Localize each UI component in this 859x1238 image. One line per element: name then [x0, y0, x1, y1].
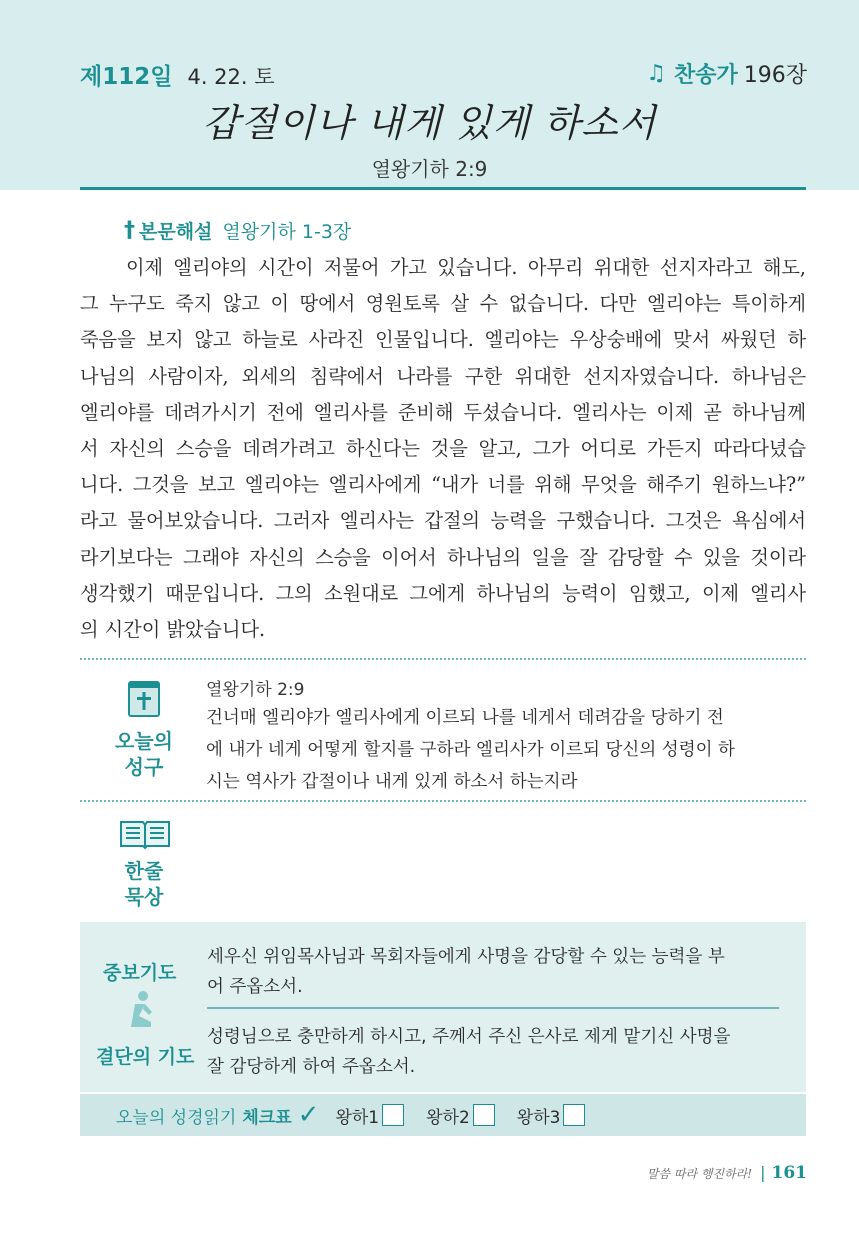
checkmark-icon: ✓: [297, 1100, 320, 1130]
reading-checklist: [80, 1094, 806, 1136]
page-number: 161: [771, 1163, 807, 1183]
verse-ref: 열왕기하 2:9: [206, 680, 305, 700]
music-note-icon: ♫: [646, 61, 666, 86]
commentary-line: 니다. 그것을 보고 엘리야는 엘리사에게 “내가 너를 위해 무엇을 해주기 원하느냐?”: [80, 473, 806, 497]
commentary-heading: [124, 217, 351, 244]
section-divider: [80, 800, 806, 802]
commentary-line: 라고 물어보았습니다. 그러자 엘리사는 갑절의 능력을 구했습니다. 그것은 욕심에서: [80, 509, 806, 533]
checklist-item: 왕하1: [335, 1103, 404, 1128]
verse-text: [206, 702, 786, 798]
header-divider: [80, 187, 806, 190]
commentary-line: 죽음을 보지 않고 하늘로 사라진 인물입니다. 엘리야는 우상숭배에 맞서 싸웠던 하: [80, 328, 806, 352]
commentary-line: 엘리야를 데려가시기 전에 엘리사를 준비해 두셨습니다. 엘리사는 이제 곧 하나님께: [80, 400, 806, 424]
day-number: 제112일: [80, 64, 173, 90]
section-divider: [80, 658, 806, 660]
title-scripture-ref: 열왕기하 2:9: [371, 157, 488, 181]
day-info: [80, 58, 275, 91]
footer-motto: 말씀 따라 행진하라!: [646, 1167, 753, 1181]
day-date: 4. 22. 토: [187, 65, 275, 89]
commentary-line: 이제 엘리야의 시간이 저물어 가고 있습니다. 아무리 위대한 선지자라고 해도,: [126, 256, 806, 279]
resolution-text: 성령님으로 충만하게 하시고, 주께서 주신 은사로 제게 맡기신 사명을 잘 감당하게 하여 주옵소서.: [207, 1027, 731, 1077]
verse-label: 오늘의 성구: [115, 729, 173, 779]
commentary-body: [80, 250, 806, 648]
commentary-line: 나님의 사람이자, 외세의 침략에서 나라를 구한 위대한 선지자였습니다. 하나님은: [80, 364, 806, 388]
commentary-line: 생각했기 때문입니다. 그의 소원대로 그에게 하나님의 능력이 임했고, 이제 엘리사: [80, 581, 806, 605]
meditation-label: 한줄 묵상: [124, 859, 164, 909]
commentary-label: 본문해설: [139, 221, 213, 243]
checkbox[interactable]: [563, 1104, 585, 1126]
intercession-label: 중보기도: [103, 962, 177, 984]
intercession-text: 세우신 위임목사님과 목회자들에게 사명을 감당할 수 있는 능력을 부 어 주옵소서.: [207, 947, 725, 997]
commentary-line: 라기보다는 그래야 자신의 스승을 이어서 하나님의 일을 잘 감당할 수 있을 것이라: [80, 545, 806, 569]
hymn-info: [646, 58, 807, 89]
commentary-line: 그 누구도 죽지 않고 이 땅에서 영원토록 살 수 없습니다. 다만 엘리야는 특이하게: [80, 292, 806, 316]
resolution-label: 결단의 기도: [96, 1046, 195, 1068]
checklist-item: 왕하2: [426, 1103, 495, 1128]
bible-icon: [127, 680, 161, 720]
footer-separator: |: [760, 1163, 766, 1182]
verse-line: 시는 역사가 갑절이나 내게 있게 하소서 하는지라: [206, 772, 578, 792]
page-title: 갑절이나 내게 있게 하소서: [202, 101, 657, 145]
checkbox[interactable]: [473, 1104, 495, 1126]
checklist-strong: 체크표: [242, 1107, 292, 1128]
cross-icon: †: [124, 218, 135, 243]
verse-line: 에 내가 네게 어떻게 할지를 구하라 엘리사가 이르되 당신의 성령이 하: [206, 740, 735, 760]
commentary-ref: 열왕기하 1-3장: [222, 221, 352, 243]
praying-person-icon: [125, 990, 159, 1030]
commentary-line: 서 자신의 스승을 데려가려고 하신다는 것을 알고, 그가 어디로 가든지 따라다녔습: [80, 437, 806, 461]
hymn-label: 찬송가: [673, 63, 738, 88]
checklist-item: 왕하3: [517, 1103, 586, 1128]
prayer-divider: [207, 1007, 779, 1009]
checkbox[interactable]: [382, 1104, 404, 1126]
page-footer: [647, 1163, 807, 1183]
commentary-line: 의 시간이 밝았습니다.: [80, 618, 266, 642]
open-book-icon: [119, 818, 171, 850]
verse-line: 건너매 엘리야가 엘리사에게 이르되 나를 네게서 데려감을 당하기 전: [206, 708, 724, 728]
checklist-label: 오늘의 성경읽기: [116, 1107, 237, 1128]
hymn-number: 196장: [743, 63, 807, 88]
